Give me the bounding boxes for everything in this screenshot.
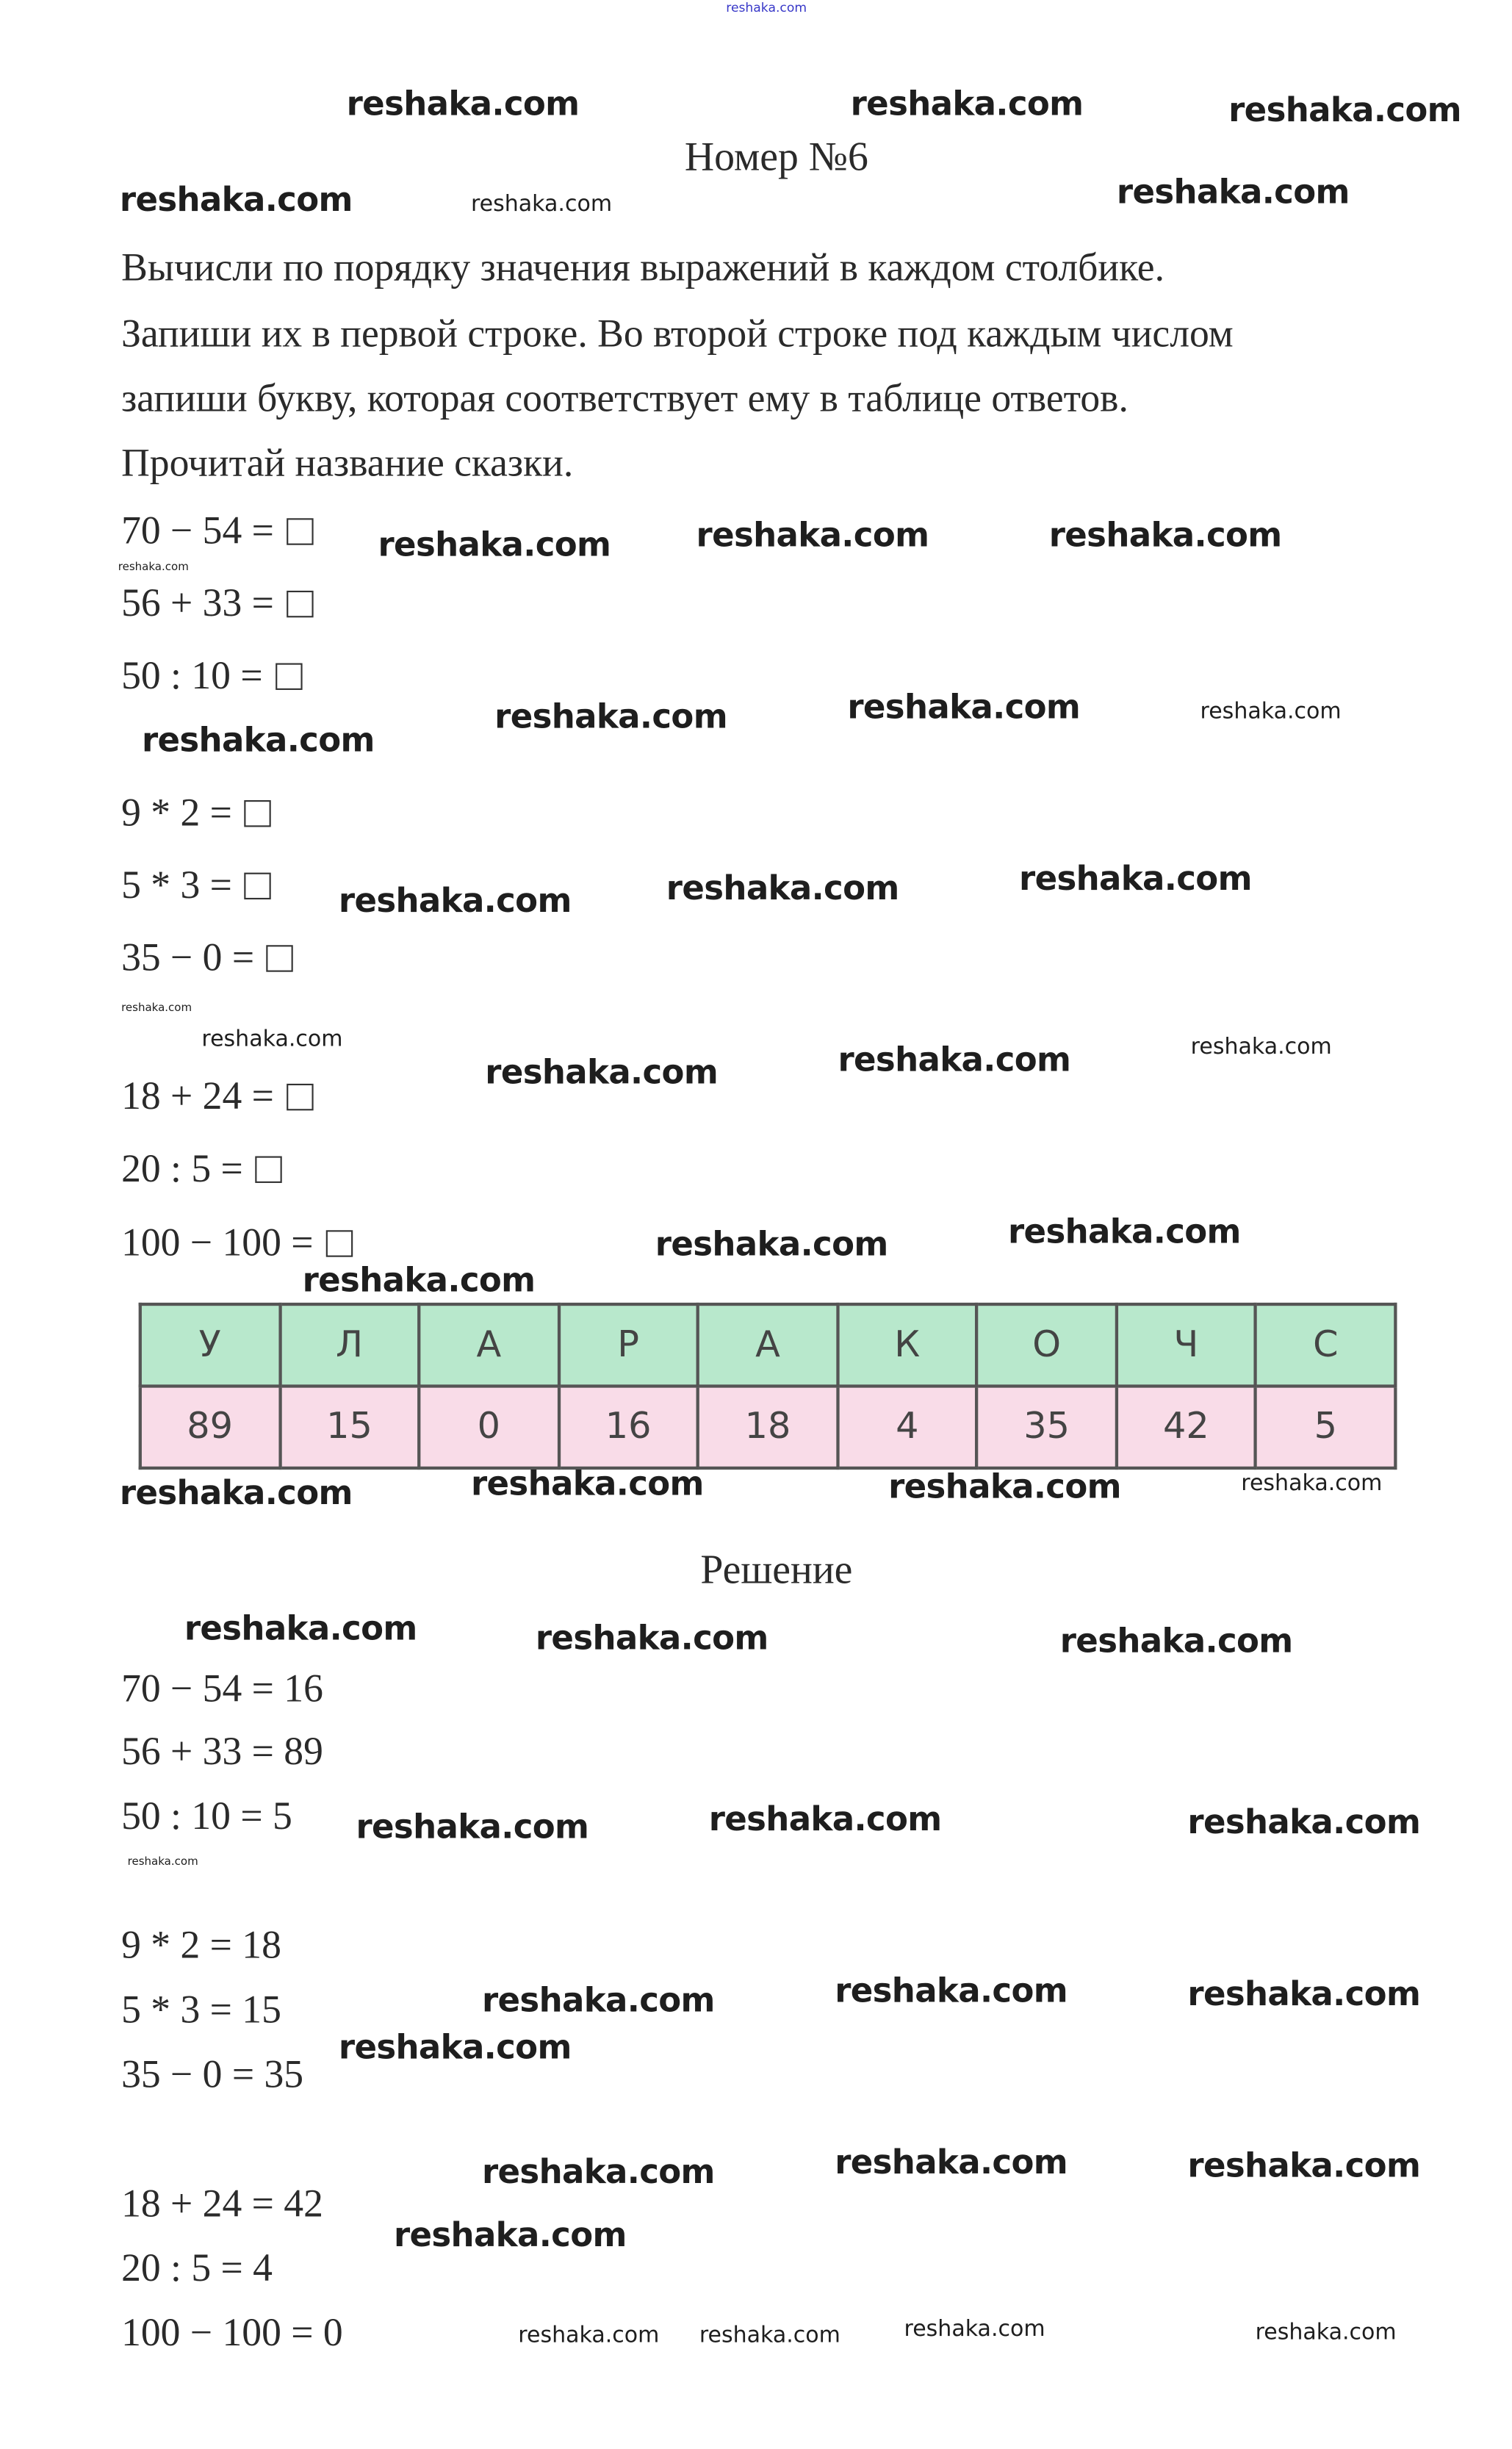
watermark: reshaka.com xyxy=(696,516,929,555)
watermark: reshaka.com xyxy=(494,697,727,736)
top-watermark: reshaka.com xyxy=(726,0,807,15)
expression-text: 35 − 0 = xyxy=(121,937,255,980)
solution-line: 56 + 33 = 89 xyxy=(121,1730,323,1774)
answer-box xyxy=(245,873,271,899)
number-cell: 15 xyxy=(280,1387,420,1468)
watermark: reshaka.com xyxy=(708,1800,942,1838)
solution-line: 9 * 2 = 18 xyxy=(121,1924,281,1968)
watermark: reshaka.com xyxy=(835,2143,1068,2182)
answer-box xyxy=(287,518,313,544)
watermark: reshaka.com xyxy=(481,2153,715,2191)
watermark: reshaka.com xyxy=(699,2323,840,2349)
answer-box xyxy=(267,945,293,971)
number-cell: 35 xyxy=(977,1387,1117,1468)
letters-row xyxy=(140,1304,1396,1386)
watermark: reshaka.com xyxy=(1187,1803,1421,1841)
watermark: reshaka.com xyxy=(338,2028,572,2067)
watermark: reshaka.com xyxy=(302,1261,536,1300)
answer-box xyxy=(287,591,313,617)
letter-cell: У xyxy=(140,1304,280,1386)
expression-text: 50 : 10 = xyxy=(121,655,263,698)
expression-text: 70 − 54 = xyxy=(121,510,274,553)
expression xyxy=(121,1150,282,1190)
watermark: reshaka.com xyxy=(127,1855,198,1869)
numbers-row xyxy=(140,1387,1396,1468)
watermark: reshaka.com xyxy=(1241,1471,1383,1497)
watermark: reshaka.com xyxy=(119,181,353,219)
letter-cell: Л xyxy=(280,1304,420,1386)
page-title: Номер №6 xyxy=(684,134,868,180)
watermark: reshaka.com xyxy=(1187,1975,1421,2013)
task-line: Прочитай название сказки. xyxy=(121,442,574,486)
watermark: reshaka.com xyxy=(888,1467,1121,1506)
watermark: reshaka.com xyxy=(141,721,375,760)
watermark: reshaka.com xyxy=(1190,1035,1332,1060)
number-cell: 0 xyxy=(419,1387,558,1468)
letter-cell: О xyxy=(977,1304,1117,1386)
watermark: reshaka.com xyxy=(338,882,572,920)
expression xyxy=(121,584,313,624)
expression-text: 9 * 2 = xyxy=(121,792,232,835)
expression xyxy=(121,657,302,697)
watermark: reshaka.com xyxy=(904,2317,1045,2342)
watermark: reshaka.com xyxy=(535,1619,768,1658)
number-cell: 4 xyxy=(838,1387,977,1468)
answer-box xyxy=(256,1157,282,1183)
solution-line: 18 + 24 = 42 xyxy=(121,2183,323,2226)
watermark: reshaka.com xyxy=(666,869,899,907)
watermark: reshaka.com xyxy=(655,1225,888,1264)
watermark: reshaka.com xyxy=(835,1971,1068,2010)
solution-line: 70 − 54 = 16 xyxy=(121,1668,323,1711)
solution-title: Решение xyxy=(700,1547,853,1593)
answer-box xyxy=(276,664,302,690)
number-cell: 42 xyxy=(1117,1387,1256,1468)
expression-text: 100 − 100 = xyxy=(121,1222,314,1265)
watermark: reshaka.com xyxy=(1048,516,1282,555)
solution-line: 20 : 5 = 4 xyxy=(121,2248,273,2291)
watermark: reshaka.com xyxy=(118,561,189,574)
letter-cell: А xyxy=(419,1304,558,1386)
watermark: reshaka.com xyxy=(481,1981,715,2020)
watermark: reshaka.com xyxy=(838,1040,1071,1079)
watermark: reshaka.com xyxy=(393,2216,627,2254)
expression xyxy=(121,512,313,552)
watermark: reshaka.com xyxy=(847,688,1081,727)
expression-text: 5 * 3 = xyxy=(121,864,232,907)
watermark: reshaka.com xyxy=(1116,173,1350,212)
watermark: reshaka.com xyxy=(346,84,580,123)
expression-text: 20 : 5 = xyxy=(121,1148,243,1191)
solution-line: 5 * 3 = 15 xyxy=(121,1989,281,2032)
solution-line: 50 : 10 = 5 xyxy=(121,1795,292,1838)
number-cell: 89 xyxy=(140,1387,280,1468)
watermark: reshaka.com xyxy=(119,1474,353,1512)
expression xyxy=(121,939,294,979)
watermark: reshaka.com xyxy=(470,192,613,217)
solution-line: 35 − 0 = 35 xyxy=(121,2054,304,2097)
expression xyxy=(121,794,271,833)
watermark: reshaka.com xyxy=(850,84,1084,123)
watermark: reshaka.com xyxy=(356,1808,589,1846)
watermark: reshaka.com xyxy=(1255,2320,1397,2345)
answer-box xyxy=(245,800,271,827)
expression xyxy=(121,1224,353,1264)
watermark: reshaka.com xyxy=(518,2323,660,2349)
watermark: reshaka.com xyxy=(184,1609,417,1648)
watermark: reshaka.com xyxy=(1059,1622,1293,1661)
watermark: reshaka.com xyxy=(470,1464,704,1503)
letter-cell: А xyxy=(698,1304,838,1386)
task-line: Запиши их в первой строке. Во второй строке под каждым числом xyxy=(121,313,1234,356)
watermark: reshaka.com xyxy=(121,1001,192,1015)
letter-cell: С xyxy=(1256,1304,1395,1386)
task-line: Вычисли по порядку значения выражений в каждом столбике. xyxy=(121,247,1165,290)
expression xyxy=(121,866,271,906)
watermark: reshaka.com xyxy=(1228,91,1461,129)
task-line: запиши букву, которая соответствует ему в таблице ответов. xyxy=(121,378,1128,421)
letter-cell: Р xyxy=(558,1304,698,1386)
number-cell: 16 xyxy=(558,1387,698,1468)
watermark: reshaka.com xyxy=(1019,860,1252,898)
watermark: reshaka.com xyxy=(378,525,611,564)
answer-box xyxy=(326,1230,353,1256)
letter-cell: К xyxy=(838,1304,977,1386)
expression-text: 56 + 33 = xyxy=(121,583,274,626)
watermark: reshaka.com xyxy=(485,1054,719,1092)
letter-cell: Ч xyxy=(1117,1304,1256,1386)
answer-box xyxy=(287,1084,313,1110)
watermark: reshaka.com xyxy=(1008,1212,1241,1251)
expression xyxy=(121,1077,313,1117)
watermark: reshaka.com xyxy=(201,1026,343,1052)
watermark: reshaka.com xyxy=(1200,699,1342,725)
number-cell: 18 xyxy=(698,1387,838,1468)
answer-table xyxy=(139,1303,1397,1470)
solution-line: 100 − 100 = 0 xyxy=(121,2312,343,2355)
number-cell: 5 xyxy=(1256,1387,1395,1468)
watermark: reshaka.com xyxy=(1187,2146,1421,2185)
expression-text: 18 + 24 = xyxy=(121,1076,274,1119)
